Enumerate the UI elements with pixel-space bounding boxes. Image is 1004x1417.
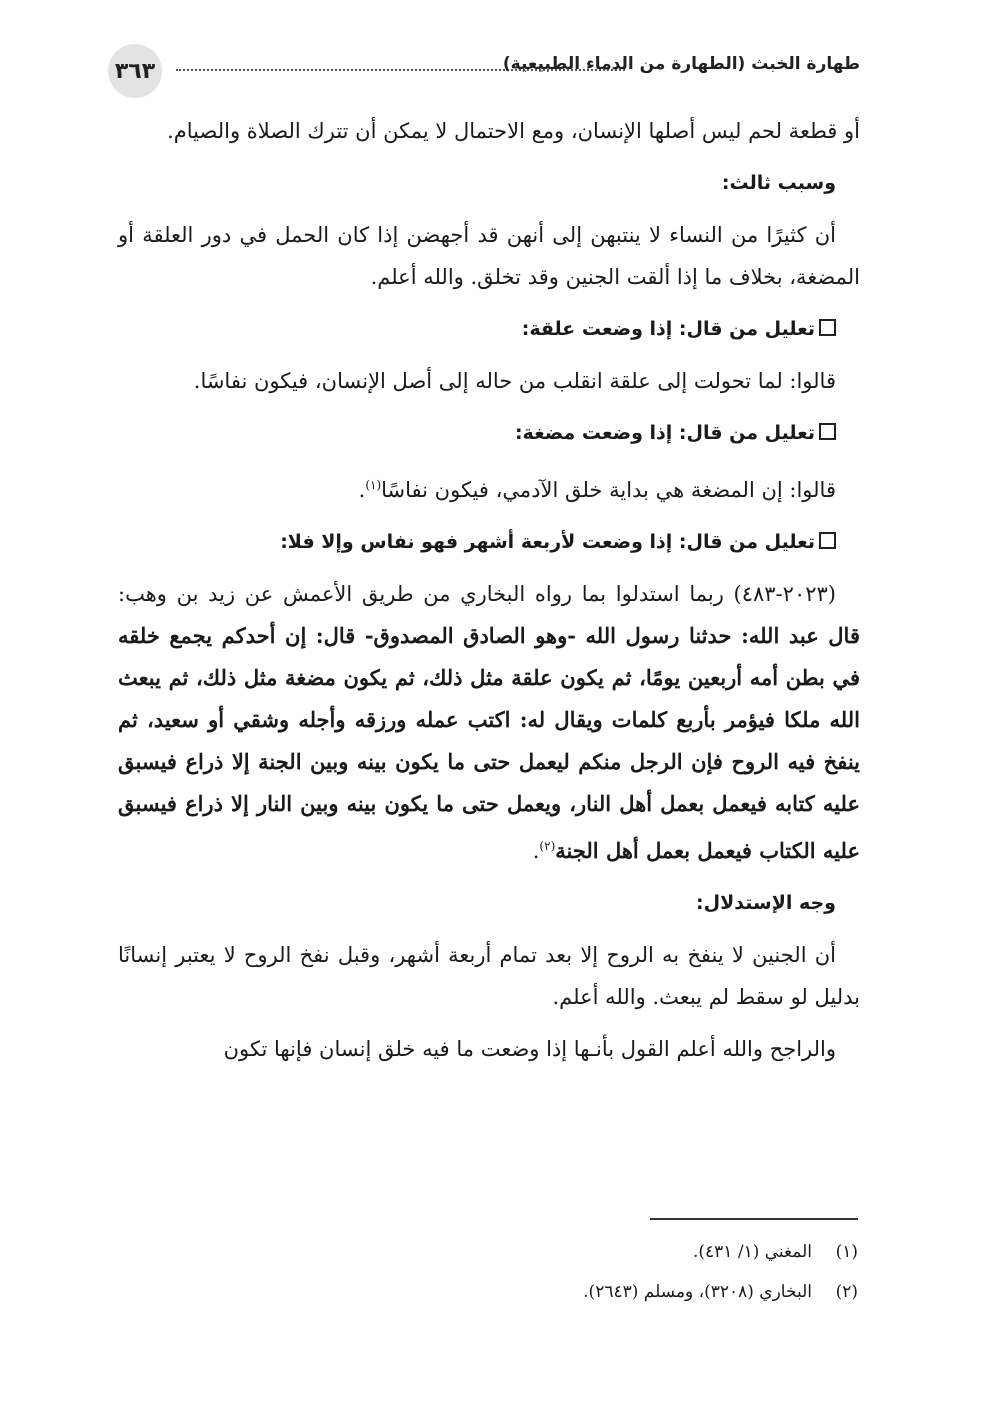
subheading-evidence: وجه الإستدلال: [696,892,836,914]
paragraph-4-text: قالوا: إن المضغة هي بداية خلق الآدمي، فيكون نفاسًا [381,478,836,502]
paragraph-hadith: (٢٠٢٣-٤٨٣) ربما استدلوا بما رواه البخاري من طريق الأعمش عن زيد بن وهب: قال عبد الله: حدثنا رسول الله -وهو الصادق المصدوق- قال: إن أحدكم يجمع خلقه في بطن أمه أربعين يومًا، ثم يكون علقة مثل ذلك، ثم يكون مضغة مثل ذلك، ثم يبعث الله ملكا فيؤمر بأربع كلمات ويقال له: اكتب عمله ورزقه وأجله وشقي أو سعيد، ثم ينفخ فيه الروح فإن الرجل منكم ليعمل حتى ما يكون بينه وبين الجنة إلا ذراع فيسبق عليه كتابه فيعمل بعمل أهل النار، ويعمل حتى ما يكون بينه وبين النار إلا ذراع فيسبق عليه الكتاب فيعمل بعمل أهل الجنة$^{(٢)}$. [118,582,860,863]
hadith-intro: (٢٠٢٣-٤٨٣) ربما استدلوا بما رواه البخاري من طريق الأعمش عن زيد بن وهب: [118,582,836,606]
paragraph-3: قالوا: لما تحولت إلى علقة انقلب من حاله إلى أصل الإنسان، فيكون نفاسًا. [193,369,836,393]
checkbox-square-icon [819,319,836,336]
checkbox-square-icon [819,532,836,549]
footnote-ref-1[interactable]: (١) [365,478,382,492]
section-heading-label: تعليل من قال: إذا وضعت لأربعة أشهر فهو نفاس وإلا فلا: [280,531,815,553]
subheading-third-reason: وسبب ثالث: [721,172,836,194]
section-heading-label: تعليل من قال: إذا وضعت مضغة: [514,422,815,444]
main-text [118,110,860,1080]
footnote-text: البخاري (٣٢٠٨)، ومسلم (٢٦٤٣). [583,1282,812,1302]
section-heading-alaqa [118,308,860,350]
section-heading-label: تعليل من قال: إذا وضعت علقة: [521,318,815,340]
footnote-text: المغني (١/ ٤٣١). [692,1242,812,1262]
footnote-separator [650,1218,858,1220]
page-header [100,40,860,100]
paragraph-7: والراجح والله أعلم القول بأنـها إذا وضعت ما فيه خلق إنسان فإنها تكون [223,1037,836,1061]
footnote-2 [118,1272,860,1312]
hadith-text: قال عبد الله: حدثنا رسول الله -وهو الصادق المصدوق- قال: إن أحدكم يجمع خلقه في بطن أمه أربعين يومًا، ثم يكون علقة مثل ذلك، ثم يكون مضغة مثل ذلك، ثم يبعث الله ملكا فيؤمر بأربع كلمات ويقال له: اكتب عمله ورزقه وأجله وشقي أو سعيد، ثم ينفخ فيه الروح فإن الرجل منكم ليعمل حتى ما يكون بينه وبين الجنة إلا ذراع فيسبق عليه كتابه فيعمل بعمل أهل النار، ويعمل حتى ما يكون بينه وبين النار إلا ذراع فيسبق عليه الكتاب فيعمل بعمل أهل الجنة [118,623,860,863]
footnote-1 [118,1232,860,1272]
footnote-ref-2[interactable]: (٢) [539,839,556,853]
paragraph-4: قالوا: إن المضغة هي بداية خلق الآدمي، فيكون نفاسًا$^{(١)}$. [358,478,836,502]
paragraph-2: أن كثيرًا من النساء لا ينتبهن إلى أنهن قد أجهضن إذا كان الحمل في دور العلقة أو المضغة، بخلاف ما إذا ألقت الجنين وقد تخلق. والله أعلم. [118,223,860,289]
checkbox-square-icon [819,423,836,440]
section-heading-four-months [118,521,860,563]
page-number: ٣٦٣ [108,44,162,98]
running-title: طهارة الخبث (الطهارة من الدماء الطبيعية) [502,54,860,74]
section-heading-mudgha [118,412,860,454]
paragraph-1: أو قطعة لحم ليس أصلها الإنسان، ومع الاحتمال لا يمكن أن تترك الصلاة والصيام. [167,119,860,143]
footnotes [118,1232,860,1312]
footnote-number: (١) [835,1242,858,1262]
paragraph-6: أن الجنين لا ينفخ به الروح إلا بعد تمام أربعة أشهر، وقبل نفخ الروح لا يعتبر إنسانًا بدليل لو سقط لم يبعث. والله أعلم. [118,943,860,1009]
footnote-number: (٢) [835,1282,858,1302]
